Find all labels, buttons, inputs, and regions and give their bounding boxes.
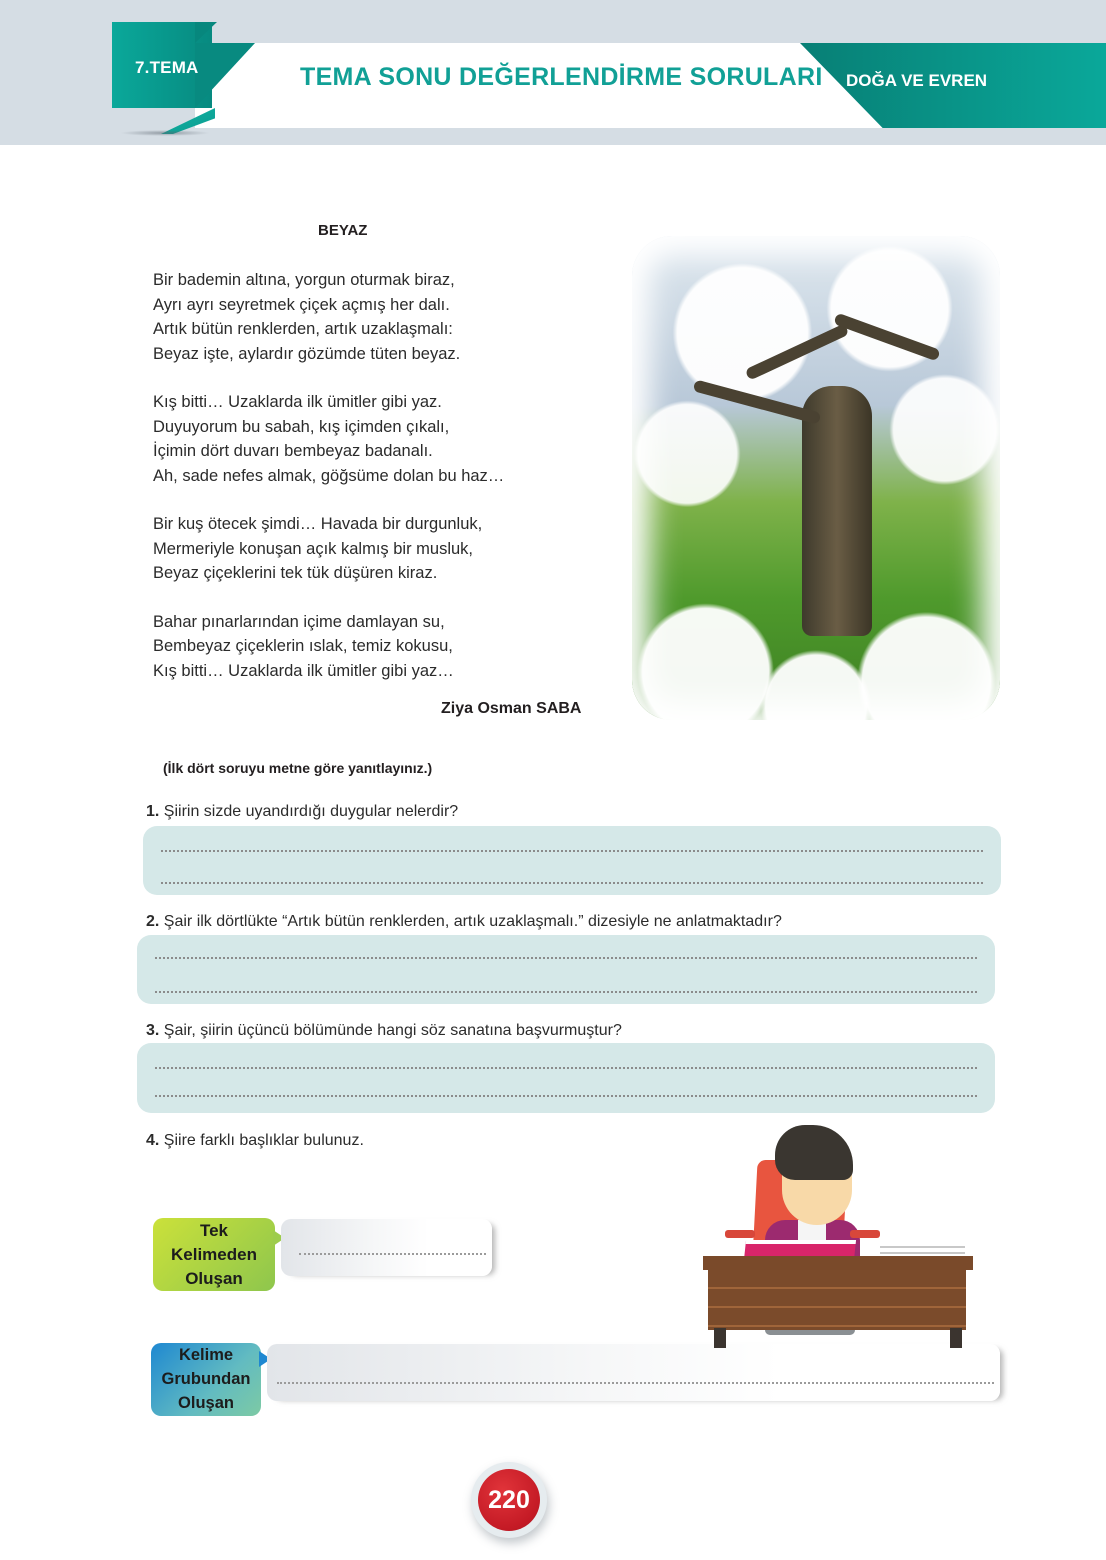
question-number: 2.	[146, 913, 160, 930]
answer-line[interactable]	[155, 1067, 977, 1069]
unit-ribbon-shadow	[120, 130, 210, 136]
question-text: Şiirin sizde uyandırdığı duygular nelerdir?	[163, 803, 459, 820]
stanza-4	[153, 610, 623, 684]
poem-line: Ah, sade nefes almak, göğsüme dolan bu haz…	[153, 466, 505, 485]
unit-label: 7.TEMA	[135, 58, 199, 77]
theme-label: DOĞA VE EVREN	[846, 71, 988, 90]
page-number-badge	[471, 1462, 547, 1538]
poem-line: Ayrı ayrı seyretmek çiçek açmış her dalı.	[153, 295, 450, 314]
poem-line: Bahar pınarlarından içime damlayan su,	[153, 612, 445, 631]
instruction-text: (İlk dört soruyu metne göre yanıtlayınız.)	[163, 760, 433, 776]
student-hair	[775, 1125, 853, 1180]
chair-armrest	[725, 1230, 755, 1238]
page-number: 220	[478, 1469, 540, 1531]
student-reading-illustration	[700, 1120, 975, 1345]
poem-line: Kış bitti… Uzaklarda ilk ümitler gibi yaz…	[153, 661, 454, 680]
stanza-3	[153, 512, 623, 586]
poem-line: Artık bütün renklerden, artık uzaklaşmalı:	[153, 320, 453, 338]
poem-line: Mermeriyle konuşan açık kalmış bir musluk,	[153, 539, 474, 558]
question-1	[146, 803, 458, 821]
poem-line: Beyaz işte, aylardır gözümde tüten beyaz.	[153, 344, 461, 363]
question-4	[146, 1132, 364, 1150]
question-number: 3.	[146, 1022, 160, 1039]
desk-leg	[950, 1328, 962, 1348]
answer-box-2[interactable]	[137, 935, 995, 1004]
label-line: Oluşan	[185, 1269, 243, 1288]
question-3	[146, 1022, 622, 1040]
word-group-title-input[interactable]	[267, 1344, 1000, 1401]
unit-ribbon-fold	[195, 22, 217, 43]
desk-top	[703, 1256, 973, 1270]
label-line: Grubundan	[161, 1370, 251, 1388]
question-2	[146, 913, 782, 931]
word-group-title-label	[151, 1343, 261, 1416]
answer-line[interactable]	[299, 1253, 486, 1255]
poem-line: Beyaz çiçeklerini tek tük düşüren kiraz.	[153, 564, 438, 582]
answer-line[interactable]	[155, 991, 977, 993]
answer-line[interactable]	[277, 1382, 994, 1384]
question-text: Şair ilk dörtlükte “Artık bütün renklerden, artık uzaklaşmalı.” dizesiyle ne anlatmaktadır?	[163, 913, 782, 930]
label-line: Kelimeden	[171, 1245, 257, 1264]
blossoming-tree-photo	[632, 236, 1000, 720]
poem-line: Bembeyaz çiçeklerin ıslak, temiz kokusu,	[153, 637, 453, 655]
answer-line[interactable]	[161, 850, 983, 852]
stanza-1	[153, 268, 623, 366]
question-number: 4.	[146, 1132, 160, 1149]
tree-trunk	[802, 386, 872, 636]
unit-ribbon-diagonal	[195, 43, 255, 108]
answer-line[interactable]	[155, 1095, 977, 1097]
poem-line: İçimin dört duvarı bembeyaz badanalı.	[153, 442, 433, 460]
desk-body	[708, 1270, 966, 1330]
poem-title: BEYAZ	[318, 222, 368, 239]
tree-branch	[693, 379, 822, 424]
page-title: TEMA SONU DEĞERLENDİRME SORULARI	[300, 63, 823, 91]
answer-box-1[interactable]	[143, 826, 1001, 895]
question-text: Şiire farklı başlıklar bulunuz.	[163, 1132, 364, 1149]
question-text: Şair, şiirin üçüncü bölümünde hangi söz sanatına başvurmuştur?	[163, 1022, 622, 1039]
poem-author: Ziya Osman SABA	[441, 700, 582, 717]
single-word-title-label	[153, 1218, 275, 1291]
poem-line: Duyuyorum bu sabah, kış içimden çıkalı,	[153, 417, 450, 436]
poem-body	[153, 268, 623, 707]
tree-branch	[833, 313, 940, 362]
paper-stack	[880, 1246, 965, 1254]
tree-branch	[745, 323, 850, 380]
poem-line: Kış bitti… Uzaklarda ilk ümitler gibi yaz.	[153, 393, 442, 411]
question-number: 1.	[146, 803, 160, 820]
label-line: Kelime	[178, 1346, 234, 1364]
desk-leg	[714, 1328, 726, 1348]
answer-line[interactable]	[161, 882, 983, 884]
answer-line[interactable]	[155, 957, 977, 959]
chair-armrest	[850, 1230, 880, 1238]
poem-line: Bir kuş ötecek şimdi… Havada bir durgunluk,	[153, 515, 483, 533]
stanza-2	[153, 390, 623, 488]
poem-line: Bir bademin altına, yorgun oturmak biraz,	[153, 271, 455, 289]
label-line: Oluşan	[178, 1394, 234, 1412]
label-line: Tek	[199, 1221, 229, 1240]
single-word-title-input[interactable]	[281, 1219, 492, 1276]
answer-box-3[interactable]	[137, 1043, 995, 1113]
